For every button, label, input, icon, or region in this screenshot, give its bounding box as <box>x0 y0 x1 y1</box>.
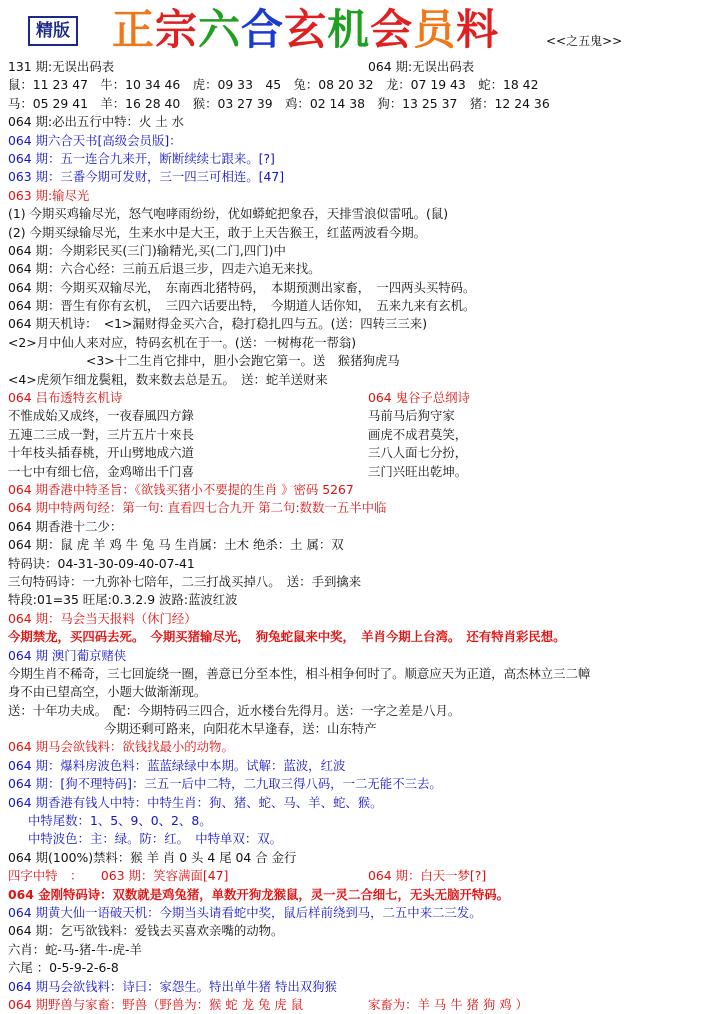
document-body <box>8 58 698 1014</box>
line-text: 今期还剩可路来，向阳花木早逢春，送：山东特产 <box>104 721 377 737</box>
text-line <box>8 775 698 793</box>
line-text: 064 金刚特码诗：双数就是鸡兔猪，单数开狗龙猴鼠，灵一灵二合细七，无头无脑开特码。 <box>8 886 510 902</box>
text-line <box>8 720 698 738</box>
text-line <box>8 849 698 867</box>
line-text: 中特波色：主：绿。防：红。 中特单双：双。 <box>28 831 283 847</box>
line-text: 六尾 ：0-5-9-2-6-8 <box>8 960 119 976</box>
line-text: <4>虎须乍细龙鬓粗，数来数去总是五。 送：蛇羊送财来 <box>8 371 328 387</box>
line-text: 064 期(100%)禁料：猴 羊 肖 0 头 4 尾 04 合 金行 <box>8 849 297 865</box>
text-line <box>8 996 698 1014</box>
line-text-right: 马前马后狗守家 <box>368 408 455 424</box>
line-text: 五連二三成一對，三片五片十來長 <box>8 426 194 442</box>
text-line <box>8 959 698 977</box>
text-line <box>8 132 698 150</box>
line-text: 今期禁龙，买四码去死。 今期买猪输尽光， 狗兔蛇鼠来中奖， 羊肖今期上台湾。 还有特肖彩民想。 <box>8 629 566 645</box>
text-line <box>8 95 698 113</box>
line-text: 064 期：今期彩民买(三门)输精光,买(二门,四门)中 <box>8 242 286 258</box>
text-line <box>8 922 698 940</box>
text-line <box>8 904 698 922</box>
line-text: 064 期六合天书[高级会员版]： <box>8 132 182 148</box>
line-text-right: 三门兴旺出乾坤。 <box>368 463 468 479</box>
text-line <box>8 665 698 683</box>
line-text: 064 期马会欲钱料：欲钱找最小的动物。 <box>8 739 234 755</box>
line-text: 064 期 澳门葡京赌侠 <box>8 647 127 663</box>
line-text: 063 期:输尽光 <box>8 187 90 203</box>
page-subtitle: <<之五鬼>> <box>546 34 623 48</box>
text-line <box>8 610 698 628</box>
line-text: 身不由已望高空，小题大做渐渐现。 <box>8 684 207 700</box>
line-text: 特码诀：04-31-30-09-40-07-41 <box>8 555 195 571</box>
line-text: <2>月中仙人来对应，特码玄机在于一。(送：一树梅花一帮翁) <box>8 334 357 350</box>
text-line <box>8 463 698 481</box>
title-char: 玄 <box>284 5 328 54</box>
line-text: 064 期黄大仙一语破天机：今期当头请看蛇中奖，鼠后样前绕到马，二五中来二三发。 <box>8 904 482 920</box>
line-text: 送：十年功夫成。 配：今期特码三四合，近水楼台先得月。送：一字之差是八月。 <box>8 702 461 718</box>
line-text: (1) 今期买鸡输尽光，怒气咆哮雨纷纷，优如蟒蛇把象吞，天排雪浪似雷吼。(鼠) <box>8 206 449 222</box>
text-line <box>8 187 698 205</box>
text-line <box>8 389 698 407</box>
text-line <box>8 812 698 830</box>
text-line <box>8 978 698 996</box>
text-line <box>8 168 698 186</box>
text-line <box>8 757 698 775</box>
edition-badge: 精版 <box>28 16 78 46</box>
text-line <box>8 555 698 573</box>
text-line <box>8 499 698 517</box>
text-line <box>8 352 698 370</box>
line-text: 064 期香港十二少： <box>8 518 123 534</box>
text-line <box>8 76 698 94</box>
line-text: 064 期中特两句经：第一句: 直看四七合九开 第二句:数数一五半中临 <box>8 500 387 516</box>
line-text: 063 期：三番今期可发财，三一四三可相连。[47] <box>8 169 285 185</box>
title-char: 正 <box>112 5 156 54</box>
text-line <box>8 205 698 223</box>
title-char: 料 <box>456 5 500 54</box>
line-text: 六肖：蛇-马-猪-牛-虎-羊 <box>8 941 142 957</box>
text-line <box>8 591 698 609</box>
text-line <box>8 647 698 665</box>
text-line <box>8 886 698 904</box>
line-text: 064 期：晋生有你有玄机， 三四六话要出特， 今期道人话你知， 五来九来有玄机。 <box>8 298 476 314</box>
line-text: 064 期：爆料房波色料：蓝蓝绿绿中本期。试解：蓝波，红波 <box>8 757 346 773</box>
line-text: 064 期香港有钱人中特：中特生肖：狗、猪、蛇、马、羊、蛇、猴。 <box>8 794 383 810</box>
line-text: 064 期：马会当天报料（休门经） <box>8 610 197 626</box>
line-text: 064 期：今期买双输尽光， 东南西北猪特码， 本期预测出家畜， 一四两头买特码。 <box>8 279 476 295</box>
line-text: 一七中有细七倍，金鸡啼出千门喜 <box>8 463 194 479</box>
text-line <box>8 702 698 720</box>
text-line <box>8 426 698 444</box>
line-text-right: 064 期：白天一梦[?] <box>368 868 487 884</box>
line-text: (2) 今期买绿输尽光，生来水中是大王，敢于上天告猴王，红蓝两波看今期。 <box>8 224 426 240</box>
line-text: 今期生肖不稀奇，三七回旋绕一圈，善意已分至本性，相斗相争何时了。顺意应天为正道，高杰林立三二幛 <box>8 665 591 681</box>
line-text-right: 画虎不成君莫笑， <box>368 426 468 442</box>
text-line <box>8 315 698 333</box>
title-char: 机 <box>327 5 371 54</box>
page-title <box>112 4 499 56</box>
line-text: 064 吕布透特玄机诗 <box>8 390 123 406</box>
title-char: 六 <box>198 5 242 54</box>
title-char: 宗 <box>155 5 199 54</box>
line-text-right: 064 期:无误出码表 <box>368 59 475 74</box>
line-text: 中特尾数：1、5、9、0、2、8。 <box>28 813 212 829</box>
line-text: 特段:01=35 旺尾:0.3.2.9 波路:蓝波红波 <box>8 592 238 608</box>
title-char: 合 <box>241 5 285 54</box>
text-line <box>8 481 698 499</box>
line-text: 064 期：鼠 虎 羊 鸡 牛 兔 马 生肖属：土木 绝杀：土 属：双 <box>8 537 344 553</box>
line-text: 064 期天机诗： <1>漏财得金买六合，稳打稳扎四与五。(送：四转三三来) <box>8 316 428 332</box>
text-line <box>8 260 698 278</box>
text-line <box>8 573 698 591</box>
text-line <box>8 297 698 315</box>
text-line <box>8 279 698 297</box>
text-line <box>8 334 698 352</box>
text-line <box>8 242 698 260</box>
text-line <box>8 628 698 646</box>
text-line <box>8 518 698 536</box>
line-text: 马：05 29 41 羊：16 28 40 猴：03 27 39 鸡：02 14 38 狗：13 25 37 猪：12 24 36 <box>8 95 550 111</box>
text-line <box>8 407 698 425</box>
line-text: 131 期:无误出码表 <box>8 59 115 74</box>
text-line <box>8 150 698 168</box>
line-text: <3>十二生肖它排中，胆小会跑它第一。送 猴猪狗虎马 <box>86 353 400 369</box>
text-line <box>8 738 698 756</box>
line-text: 064 期：[狗不理特码]：三五一后中二特，二九取三得八码，一二无能不三去。 <box>8 776 442 792</box>
text-line <box>8 794 698 812</box>
text-line <box>8 683 698 701</box>
text-line <box>8 113 698 131</box>
line-text-right: 064 鬼谷子总纲诗 <box>368 390 470 406</box>
text-line <box>8 536 698 554</box>
line-text-right: 家畜为：羊 马 牛 猪 狗 鸡 ） <box>368 996 528 1012</box>
line-text: 064 期马会欲钱料：诗曰：家怨生。特出单牛猪 特出双狗猴 <box>8 978 337 994</box>
text-line <box>8 830 698 848</box>
title-char: 会 <box>370 5 414 54</box>
line-text: 三句特码诗：一九弥补七陪年，二三打战买掉八。 送：手到擒来 <box>8 573 362 589</box>
line-text: 064 期：六合心经：三前五后退三步，四走六追无来找。 <box>8 261 321 277</box>
line-text: 064 期野兽与家畜：野兽（野兽为：猴 蛇 龙 兔 虎 鼠 <box>8 996 304 1012</box>
text-line <box>8 867 698 885</box>
line-text: 064 期：五一连合九来开，断断续续七跟来。[?] <box>8 150 275 166</box>
text-line <box>8 58 698 76</box>
header <box>0 0 702 60</box>
line-text: 十年枝头插春桃，开山劈地成六道 <box>8 445 194 461</box>
line-text: 不惟成始又成终，一夜春風四方錄 <box>8 408 194 424</box>
line-text: 064 期：乞丐欲钱料：爱钱去买喜欢亲嘴的动物。 <box>8 923 284 939</box>
line-text: 鼠：11 23 47 牛：10 34 46 虎：09 33 45 兔：08 20 32 龙：07 19 43 蛇：18 42 <box>8 77 539 93</box>
text-line <box>8 224 698 242</box>
text-line <box>8 941 698 959</box>
line-text: 064 期:必出五行中特：火 土 水 <box>8 114 184 130</box>
text-line <box>8 444 698 462</box>
line-text: 064 期香港中特圣旨：《欲钱买猪小不要提的生肖 》密码 5267 <box>8 481 354 497</box>
title-char: 员 <box>413 5 457 54</box>
line-text-right: 三八人面七分扮， <box>368 445 468 461</box>
line-text: 四字中特 ： 063 期：笑容满面[47] <box>8 868 229 884</box>
text-line <box>8 371 698 389</box>
